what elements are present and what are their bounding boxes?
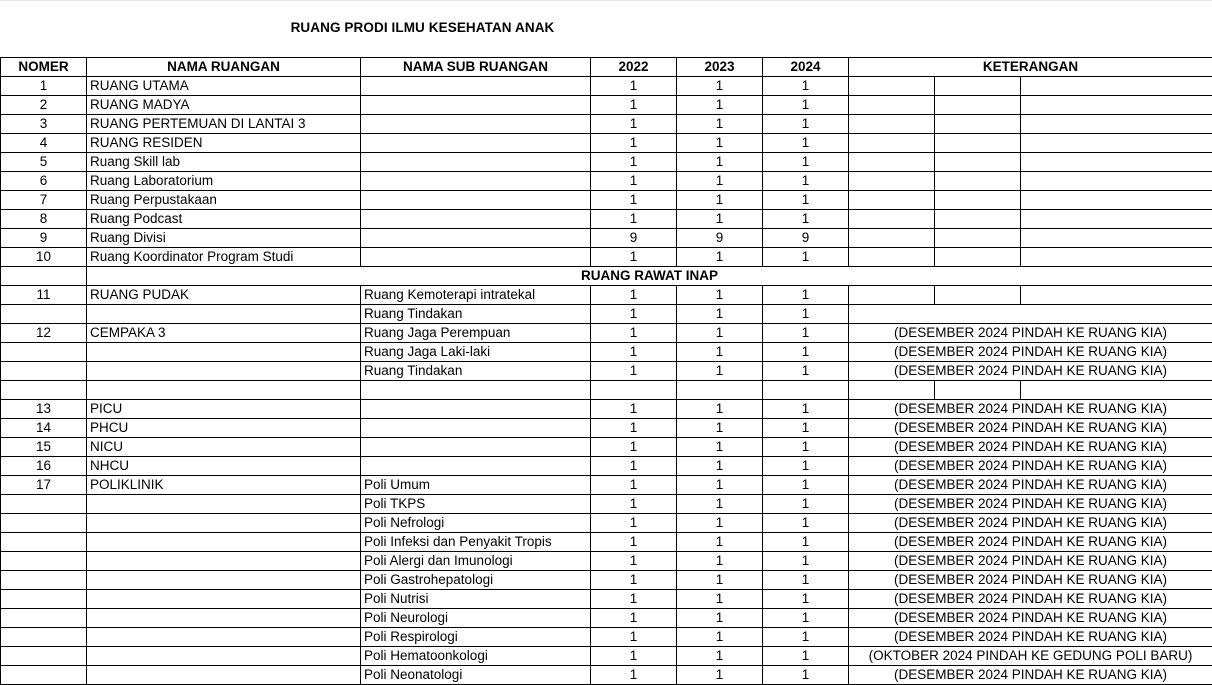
blank-cell [935,381,1021,400]
value-2023: 1 [677,590,763,609]
value-2022: 1 [591,286,677,305]
keterangan-cell [1021,286,1212,305]
row-number [1,628,87,647]
row-number: 12 [1,324,87,343]
row-number: 9 [1,229,87,248]
room-name: RUANG PUDAK [87,286,361,305]
sub-room-name [361,153,591,172]
page-title: RUANG PRODI ILMU KESEHATAN ANAK [290,20,555,35]
value-2022: 1 [591,419,677,438]
keterangan-note: (DESEMBER 2024 PINDAH KE RUANG KIA) [849,571,1212,590]
value-2023: 1 [677,286,763,305]
value-2024: 1 [763,457,849,476]
room-name: Ruang Perpustakaan [87,191,361,210]
row-number [1,552,87,571]
keterangan-cell [1021,77,1212,96]
sub-room-name [361,438,591,457]
keterangan-cell [935,229,1021,248]
section-title: RUANG RAWAT INAP [87,267,1212,286]
keterangan-note: (DESEMBER 2024 PINDAH KE RUANG KIA) [849,552,1212,571]
value-2024: 1 [763,172,849,191]
value-2024: 1 [763,571,849,590]
sub-room-name: Poli TKPS [361,495,591,514]
table-row [1,153,1212,172]
keterangan-note: (DESEMBER 2024 PINDAH KE RUANG KIA) [849,419,1212,438]
room-name [87,533,361,552]
room-name [87,362,361,381]
value-2024: 1 [763,210,849,229]
keterangan-note: (DESEMBER 2024 PINDAH KE RUANG KIA) [849,666,1212,685]
value-2023: 1 [677,248,763,267]
room-name: CEMPAKA 3 [87,324,361,343]
sub-room-name [361,229,591,248]
value-2022: 9 [591,229,677,248]
value-2022: 1 [591,343,677,362]
value-2023: 1 [677,552,763,571]
table-row [1,324,1212,343]
value-2022: 1 [591,571,677,590]
table-row [1,571,1212,590]
blank-cell [1,381,87,400]
value-2024: 1 [763,115,849,134]
table-row [1,628,1212,647]
sub-room-name: Poli Gastrohepatologi [361,571,591,590]
table-row [1,457,1212,476]
room-name: NICU [87,438,361,457]
table-row [1,191,1212,210]
keterangan-cell [1021,115,1212,134]
keterangan-note: (DESEMBER 2024 PINDAH KE RUANG KIA) [849,457,1212,476]
keterangan-cell [1021,229,1212,248]
sheet-top-edge [0,0,1212,1]
sub-room-name [361,172,591,191]
keterangan-note: (DESEMBER 2024 PINDAH KE RUANG KIA) [849,609,1212,628]
value-2023: 1 [677,134,763,153]
value-2022: 1 [591,115,677,134]
value-2024: 1 [763,286,849,305]
room-name: Ruang Laboratorium [87,172,361,191]
blank-cell [591,381,677,400]
keterangan-cell [935,172,1021,191]
keterangan-note: (DESEMBER 2024 PINDAH KE RUANG KIA) [849,438,1212,457]
value-2024: 1 [763,191,849,210]
value-2023: 1 [677,457,763,476]
keterangan-cell [935,210,1021,229]
sub-room-name [361,191,591,210]
header-2022: 2022 [591,58,677,77]
row-number [1,647,87,666]
row-number: 4 [1,134,87,153]
table-row [1,172,1212,191]
value-2022: 1 [591,514,677,533]
keterangan-cell [935,96,1021,115]
value-2022: 1 [591,666,677,685]
blank-cell [1021,381,1212,400]
room-name: Ruang Skill lab [87,153,361,172]
value-2022: 1 [591,438,677,457]
blank-cell [849,381,935,400]
keterangan-cell [849,229,935,248]
value-2023: 1 [677,419,763,438]
value-2023: 1 [677,210,763,229]
keterangan-cell [935,134,1021,153]
row-number [1,533,87,552]
blank-cell [361,381,591,400]
value-2022: 1 [591,552,677,571]
row-number [1,609,87,628]
value-2024: 1 [763,419,849,438]
room-name: Ruang Koordinator Program Studi [87,248,361,267]
sub-room-name: Poli Respirologi [361,628,591,647]
keterangan-cell [935,191,1021,210]
room-name [87,666,361,685]
table-row [1,514,1212,533]
row-number: 16 [1,457,87,476]
room-name [87,514,361,533]
header-nama-ruangan: NAMA RUANGAN [87,58,361,77]
row-number: 5 [1,153,87,172]
row-number [1,495,87,514]
row-number [1,571,87,590]
row-number: 10 [1,248,87,267]
keterangan-cell [1021,172,1212,191]
value-2024: 1 [763,514,849,533]
value-2023: 1 [677,153,763,172]
sub-room-name: Poli Neurologi [361,609,591,628]
row-number: 13 [1,400,87,419]
value-2024: 1 [763,96,849,115]
row-number [1,362,87,381]
sub-room-name [361,248,591,267]
value-2024: 1 [763,609,849,628]
value-2024: 9 [763,229,849,248]
value-2024: 1 [763,153,849,172]
keterangan-note: (DESEMBER 2024 PINDAH KE RUANG KIA) [849,495,1212,514]
value-2022: 1 [591,609,677,628]
row-number: 8 [1,210,87,229]
value-2023: 1 [677,400,763,419]
value-2023: 1 [677,115,763,134]
table-row [1,134,1212,153]
keterangan-note: (OKTOBER 2024 PINDAH KE GEDUNG POLI BARU) [849,647,1212,666]
value-2022: 1 [591,96,677,115]
value-2022: 1 [591,590,677,609]
room-table [0,57,1212,685]
sub-room-name: Poli Alergi dan Imunologi [361,552,591,571]
room-name: RUANG RESIDEN [87,134,361,153]
row-number: 2 [1,96,87,115]
row-number: 17 [1,476,87,495]
row-number [1,590,87,609]
value-2022: 1 [591,153,677,172]
keterangan-cell [849,210,935,229]
sub-room-name: Poli Nutrisi [361,590,591,609]
keterangan-note: (DESEMBER 2024 PINDAH KE RUANG KIA) [849,324,1212,343]
value-2022: 1 [591,210,677,229]
value-2023: 1 [677,514,763,533]
keterangan-cell [849,115,935,134]
keterangan-cell [849,96,935,115]
room-name: RUANG MADYA [87,96,361,115]
table-row [1,476,1212,495]
keterangan-note: (DESEMBER 2024 PINDAH KE RUANG KIA) [849,628,1212,647]
keterangan-cell [935,77,1021,96]
value-2023: 9 [677,229,763,248]
sub-room-name: Poli Infeksi dan Penyakit Tropis [361,533,591,552]
room-name [87,305,361,324]
sub-room-name: Ruang Kemoterapi intratekal [361,286,591,305]
blank-cell [763,381,849,400]
room-name [87,552,361,571]
keterangan-cell [849,134,935,153]
value-2024: 1 [763,590,849,609]
value-2022: 1 [591,628,677,647]
room-name: POLIKLINIK [87,476,361,495]
keterangan-cell [935,248,1021,267]
table-row [1,666,1212,685]
value-2023: 1 [677,324,763,343]
row-number: 15 [1,438,87,457]
value-2023: 1 [677,191,763,210]
row-number: 3 [1,115,87,134]
row-number [1,514,87,533]
row-number: 7 [1,191,87,210]
value-2022: 1 [591,457,677,476]
value-2022: 1 [591,77,677,96]
keterangan-cell [1021,191,1212,210]
row-number [1,343,87,362]
room-name [87,609,361,628]
sub-room-name [361,457,591,476]
keterangan-cell [935,115,1021,134]
table-row [1,286,1212,305]
value-2022: 1 [591,305,677,324]
value-2023: 1 [677,666,763,685]
sub-room-name [361,419,591,438]
value-2023: 1 [677,343,763,362]
row-number: 1 [1,77,87,96]
sub-room-name: Ruang Tindakan [361,362,591,381]
sub-room-name: Ruang Jaga Laki-laki [361,343,591,362]
keterangan-cell [1021,134,1212,153]
value-2023: 1 [677,362,763,381]
value-2024: 1 [763,533,849,552]
value-2022: 1 [591,400,677,419]
value-2023: 1 [677,77,763,96]
room-name [87,628,361,647]
section-row [1,267,1212,286]
value-2023: 1 [677,476,763,495]
value-2023: 1 [677,609,763,628]
table-row [1,210,1212,229]
blank-row [1,381,1212,400]
value-2022: 1 [591,191,677,210]
room-name: PHCU [87,419,361,438]
header-nomer: NOMER [1,58,87,77]
sub-room-name [361,400,591,419]
keterangan-cell [1021,96,1212,115]
value-2023: 1 [677,647,763,666]
keterangan-note: (DESEMBER 2024 PINDAH KE RUANG KIA) [849,533,1212,552]
value-2024: 1 [763,628,849,647]
header-2024: 2024 [763,58,849,77]
value-2024: 1 [763,134,849,153]
keterangan-cell [849,77,935,96]
room-name [87,495,361,514]
keterangan-cell [849,172,935,191]
value-2023: 1 [677,495,763,514]
table-row [1,400,1212,419]
table-row [1,77,1212,96]
table-row [1,647,1212,666]
value-2024: 1 [763,343,849,362]
room-name [87,343,361,362]
value-2022: 1 [591,362,677,381]
table-row [1,533,1212,552]
section-blank-cell [1,267,87,286]
value-2023: 1 [677,438,763,457]
header-keterangan: KETERANGAN [849,58,1212,77]
sub-room-name: Poli Nefrologi [361,514,591,533]
keterangan-cell [849,153,935,172]
sub-room-name: Poli Hematoonkologi [361,647,591,666]
sub-room-name [361,96,591,115]
table-row [1,115,1212,134]
table-row [1,305,1212,324]
keterangan-cell [1021,153,1212,172]
header-nama-sub-ruangan: NAMA SUB RUANGAN [361,58,591,77]
table-row [1,343,1212,362]
room-name [87,571,361,590]
keterangan-cell [935,153,1021,172]
room-name [87,590,361,609]
keterangan-note: (DESEMBER 2024 PINDAH KE RUANG KIA) [849,476,1212,495]
sub-room-name [361,210,591,229]
value-2024: 1 [763,476,849,495]
row-number [1,666,87,685]
table-row [1,438,1212,457]
value-2022: 1 [591,533,677,552]
sub-room-name [361,134,591,153]
keterangan-cell [849,191,935,210]
sub-room-name [361,77,591,96]
table-row [1,590,1212,609]
blank-cell [87,381,361,400]
keterangan-note [849,305,1212,324]
row-number: 6 [1,172,87,191]
value-2024: 1 [763,495,849,514]
table-row [1,229,1212,248]
table-row [1,419,1212,438]
header-2023: 2023 [677,58,763,77]
table-row [1,609,1212,628]
value-2022: 1 [591,324,677,343]
keterangan-cell [935,286,1021,305]
value-2022: 1 [591,134,677,153]
value-2024: 1 [763,400,849,419]
keterangan-cell [849,286,935,305]
table-row [1,96,1212,115]
room-name: Ruang Podcast [87,210,361,229]
blank-cell [677,381,763,400]
room-name: PICU [87,400,361,419]
table-row [1,362,1212,381]
value-2023: 1 [677,628,763,647]
sub-room-name [361,115,591,134]
room-name: RUANG UTAMA [87,77,361,96]
value-2022: 1 [591,172,677,191]
sub-room-name: Poli Umum [361,476,591,495]
row-number: 11 [1,286,87,305]
keterangan-cell [849,248,935,267]
table-row [1,248,1212,267]
value-2024: 1 [763,248,849,267]
room-name [87,647,361,666]
keterangan-note: (DESEMBER 2024 PINDAH KE RUANG KIA) [849,590,1212,609]
keterangan-cell [1021,210,1212,229]
value-2023: 1 [677,96,763,115]
value-2024: 1 [763,362,849,381]
value-2022: 1 [591,495,677,514]
room-name: Ruang Divisi [87,229,361,248]
table-row [1,495,1212,514]
value-2022: 1 [591,476,677,495]
table-row [1,552,1212,571]
value-2024: 1 [763,438,849,457]
keterangan-cell [1021,248,1212,267]
sub-room-name: Ruang Tindakan [361,305,591,324]
value-2024: 1 [763,552,849,571]
value-2024: 1 [763,324,849,343]
row-number [1,305,87,324]
header-row [1,58,1212,77]
keterangan-note: (DESEMBER 2024 PINDAH KE RUANG KIA) [849,343,1212,362]
value-2023: 1 [677,571,763,590]
value-2023: 1 [677,533,763,552]
room-name: RUANG PERTEMUAN DI LANTAI 3 [87,115,361,134]
keterangan-note: (DESEMBER 2024 PINDAH KE RUANG KIA) [849,514,1212,533]
sub-room-name: Poli Neonatologi [361,666,591,685]
value-2022: 1 [591,647,677,666]
value-2024: 1 [763,77,849,96]
keterangan-note: (DESEMBER 2024 PINDAH KE RUANG KIA) [849,400,1212,419]
room-name: NHCU [87,457,361,476]
row-number: 14 [1,419,87,438]
value-2022: 1 [591,248,677,267]
value-2024: 1 [763,666,849,685]
value-2024: 1 [763,647,849,666]
sub-room-name: Ruang Jaga Perempuan [361,324,591,343]
keterangan-note: (DESEMBER 2024 PINDAH KE RUANG KIA) [849,362,1212,381]
value-2024: 1 [763,305,849,324]
value-2023: 1 [677,172,763,191]
value-2023: 1 [677,305,763,324]
